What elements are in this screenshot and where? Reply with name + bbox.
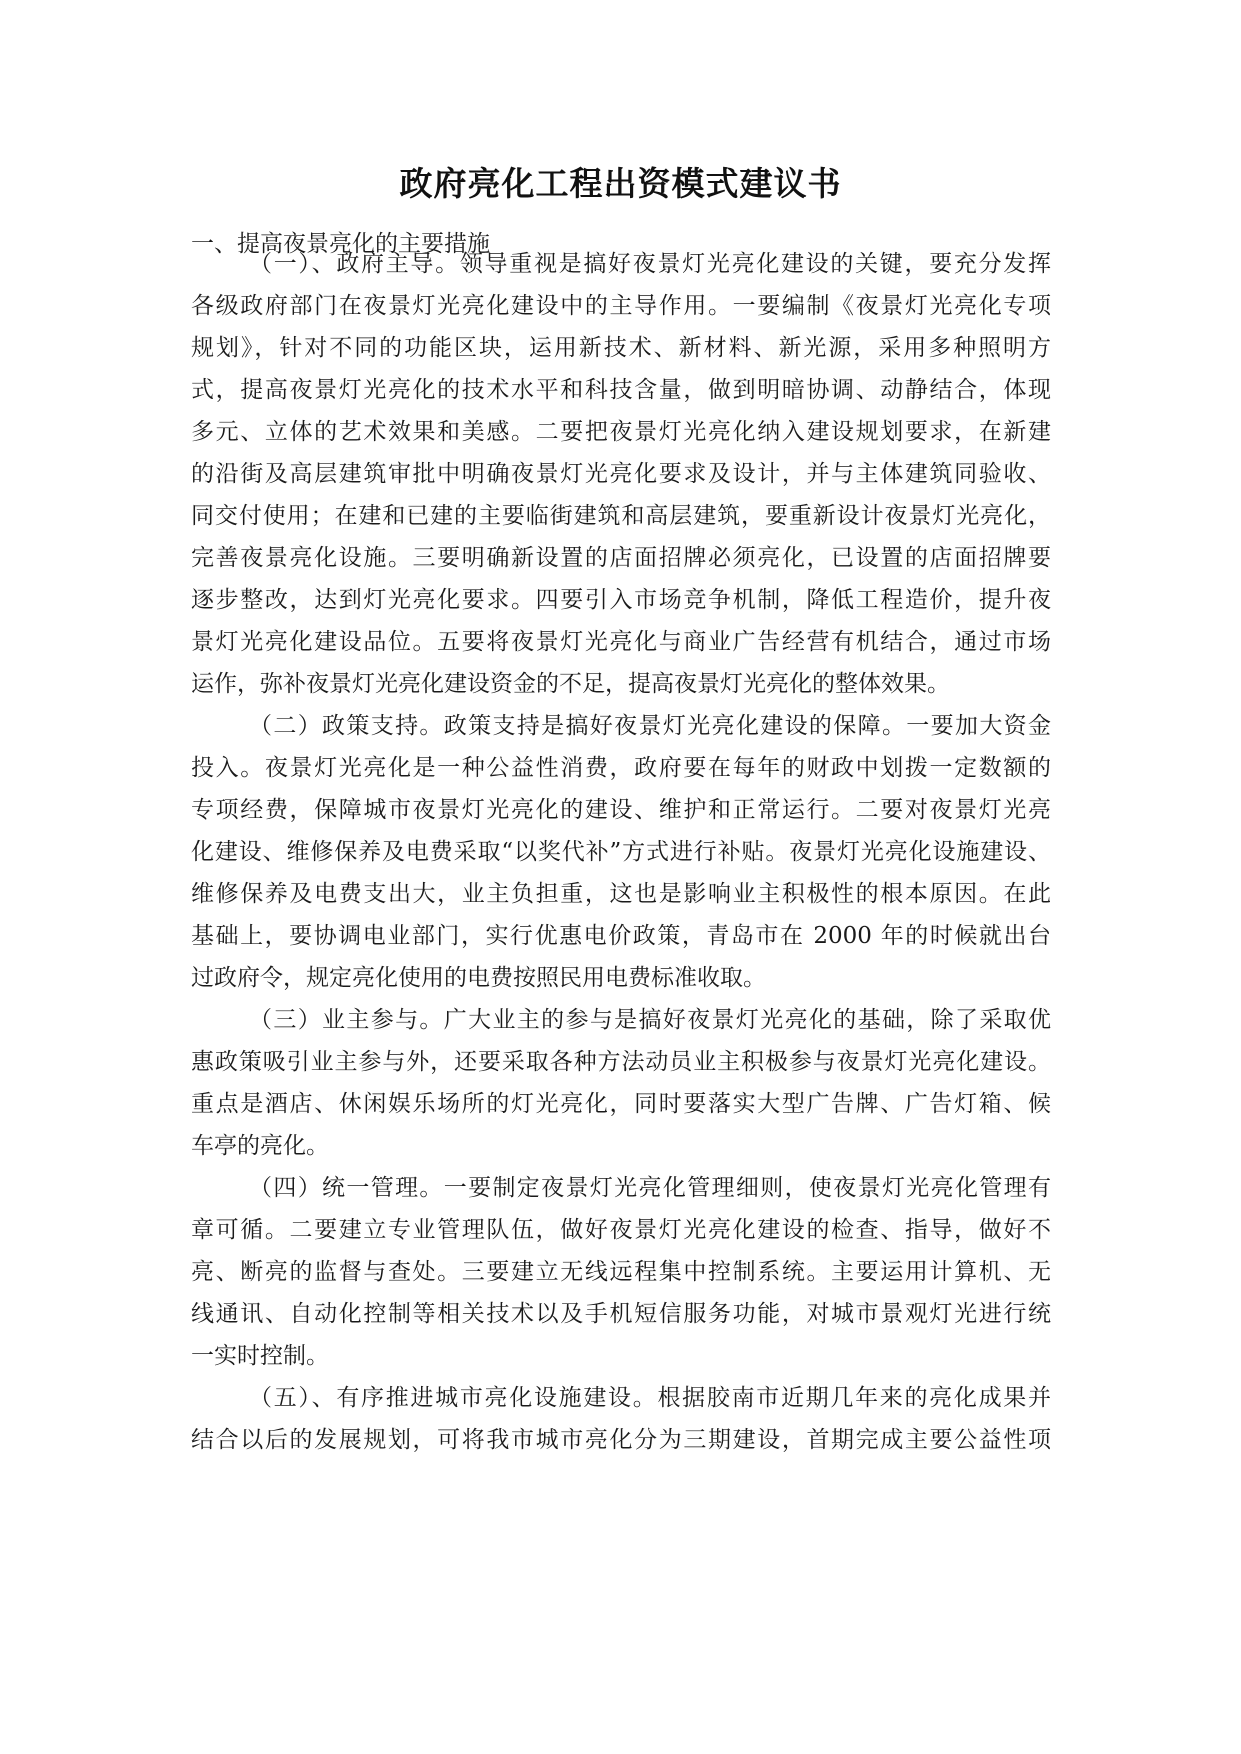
paragraph-2-line: 基础上，要协调电业部门，实行优惠电价政策，青岛市在 2000 年的时候就出台 bbox=[191, 923, 1051, 949]
paragraph-4-line: 章可循。二要建立专业管理队伍，做好夜景灯光亮化建设的检查、指导，做好不 bbox=[191, 1217, 1051, 1243]
paragraph-1-line: 各级政府部门在夜景灯光亮化建设中的主导作用。一要编制《夜景灯光亮化专项 bbox=[191, 293, 1051, 319]
paragraph-2-line: 化建设、维修保养及电费采取“以奖代补”方式进行补贴。夜景灯光亮化设施建设、 bbox=[191, 839, 1051, 865]
paragraph-1-line: 景灯光亮化建设品位。五要将夜景灯光亮化与商业广告经营有机结合，通过市场 bbox=[191, 629, 1051, 655]
paragraph-1-line: 式，提高夜景灯光亮化的技术水平和科技含量，做到明暗协调、动静结合，体现 bbox=[191, 377, 1051, 403]
paragraph-2-line: 投入。夜景灯光亮化是一种公益性消费，政府要在每年的财政中划拨一定数额的 bbox=[191, 755, 1051, 781]
paragraph-3-line: （三）业主参与。广大业主的参与是搞好夜景灯光亮化的基础，除了采取优 bbox=[249, 1007, 1051, 1033]
paragraph-2-line: （二）政策支持。政策支持是搞好夜景灯光亮化建设的保障。一要加大资金 bbox=[249, 713, 1051, 739]
paragraph-3-line: 重点是酒店、休闲娱乐场所的灯光亮化，同时要落实大型广告牌、广告灯箱、候 bbox=[191, 1091, 1051, 1117]
paragraph-1-line: 逐步整改，达到灯光亮化要求。四要引入市场竞争机制，降低工程造价，提升夜 bbox=[191, 587, 1051, 613]
paragraph-1-line: 规划》，针对不同的功能区块，运用新技术、新材料、新光源，采用多种照明方 bbox=[191, 335, 1051, 361]
paragraph-4-line: 亮、断亮的监督与查处。三要建立无线远程集中控制系统。主要运用计算机、无 bbox=[191, 1259, 1051, 1285]
paragraph-1-line: 的沿街及高层建筑审批中明确夜景灯光亮化要求及设计，并与主体建筑同验收、 bbox=[191, 461, 1051, 487]
paragraph-3-line: 车亭的亮化。 bbox=[191, 1133, 329, 1159]
paragraph-2-line: 过政府令，规定亮化使用的电费按照民用电费标准收取。 bbox=[191, 965, 766, 991]
section-heading: 一、提高夜景亮化的主要措施 bbox=[191, 231, 490, 257]
paragraph-5-line: 结合以后的发展规划，可将我市城市亮化分为三期建设，首期完成主要公益性项 bbox=[191, 1427, 1051, 1453]
paragraph-1-line: 多元、立体的艺术效果和美感。二要把夜景灯光亮化纳入建设规划要求，在新建 bbox=[191, 419, 1051, 445]
paragraph-1-line: 运作，弥补夜景灯光亮化建设资金的不足，提高夜景灯光亮化的整体效果。 bbox=[191, 671, 950, 697]
paragraph-4-line: 一实时控制。 bbox=[191, 1343, 329, 1369]
paragraph-5-line: （五）、有序推进城市亮化设施建设。根据胶南市近期几年来的亮化成果并 bbox=[249, 1385, 1051, 1411]
paragraph-1-line: （一）、政府主导。领导重视是搞好夜景灯光亮化建设的关键，要充分发挥 bbox=[249, 251, 1051, 277]
paragraph-2-line: 专项经费，保障城市夜景灯光亮化的建设、维护和正常运行。二要对夜景灯光亮 bbox=[191, 797, 1051, 823]
document-title: 政府亮化工程出资模式建议书 bbox=[399, 164, 842, 203]
paragraph-2-line: 维修保养及电费支出大，业主负担重，这也是影响业主积极性的根本原因。在此 bbox=[191, 881, 1051, 907]
paragraph-1-line: 同交付使用；在建和已建的主要临街建筑和高层建筑，要重新设计夜景灯光亮化， bbox=[191, 503, 1051, 529]
paragraph-1-line: 完善夜景亮化设施。三要明确新设置的店面招牌必须亮化，已设置的店面招牌要 bbox=[191, 545, 1051, 571]
paragraph-3-line: 惠政策吸引业主参与外，还要采取各种方法动员业主积极参与夜景灯光亮化建设。 bbox=[191, 1049, 1051, 1075]
paragraph-4-line: 线通讯、自动化控制等相关技术以及手机短信服务功能，对城市景观灯光进行统 bbox=[191, 1301, 1051, 1327]
paragraph-4-line: （四）统一管理。一要制定夜景灯光亮化管理细则，使夜景灯光亮化管理有 bbox=[249, 1175, 1051, 1201]
